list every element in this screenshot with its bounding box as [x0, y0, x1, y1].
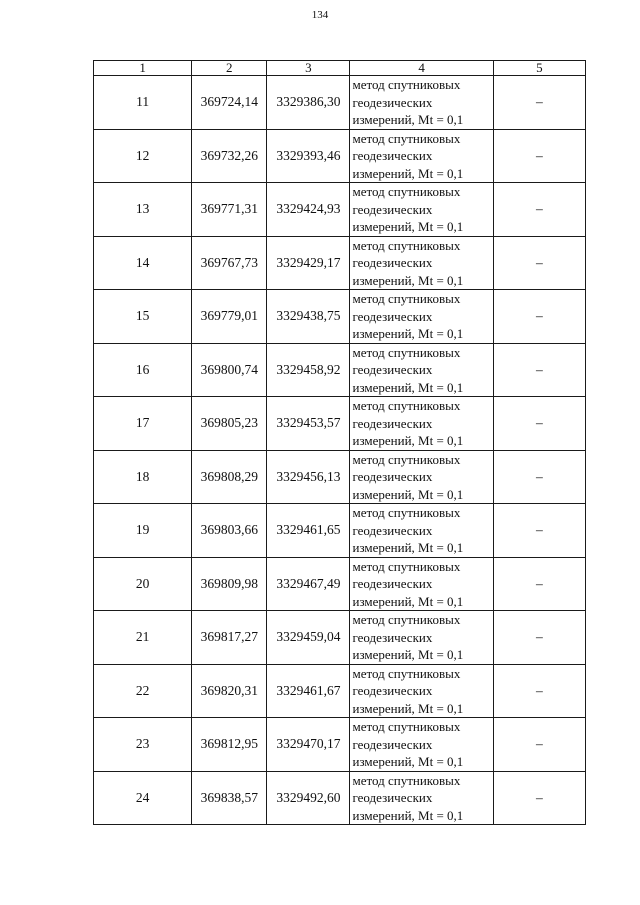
coordinate-y-cell: 3329461,67 — [267, 664, 350, 718]
method-line: геодезических — [352, 255, 433, 270]
table-row — [94, 611, 586, 665]
method-line: метод спутниковых — [352, 612, 461, 627]
coordinate-y-cell: 3329461,65 — [267, 504, 350, 558]
coordinate-y-cell: 3329456,13 — [267, 450, 350, 504]
method-line: метод спутниковых — [352, 505, 461, 520]
note-cell: – — [493, 664, 585, 718]
point-number-cell: 16 — [94, 343, 192, 397]
method-cell — [350, 129, 493, 183]
point-number-cell: 17 — [94, 397, 192, 451]
coordinates-table — [93, 60, 586, 825]
method-line: измерений, Mt = 0,1 — [352, 379, 464, 395]
method-line: измерений, Mt = 0,1 — [352, 754, 464, 769]
point-number-cell: 22 — [94, 664, 192, 718]
coordinate-x-cell: 369771,31 — [192, 183, 267, 237]
note-cell: – — [493, 557, 585, 611]
column-header-2: 2 — [192, 61, 267, 76]
coordinate-x-cell: 369803,66 — [192, 504, 267, 558]
table-row — [94, 343, 586, 397]
table-row — [94, 397, 586, 451]
method-line: метод спутниковых — [352, 719, 461, 734]
table-row — [94, 76, 586, 130]
table-row — [94, 450, 586, 504]
method-line: метод спутниковых — [352, 344, 461, 360]
method-line: геодезических — [352, 201, 433, 217]
table-row — [94, 664, 586, 718]
method-cell — [350, 290, 493, 344]
method-cell — [350, 397, 493, 451]
note-cell: – — [493, 504, 585, 558]
table-row — [94, 183, 586, 237]
method-cell — [350, 343, 493, 397]
point-number-cell: 19 — [94, 504, 192, 558]
coordinate-x-cell: 369805,23 — [192, 397, 267, 451]
coordinate-x-cell: 369800,74 — [192, 343, 267, 397]
note-cell: – — [493, 343, 585, 397]
method-line: метод спутниковых — [352, 665, 461, 681]
coordinate-x-cell: 369767,73 — [192, 236, 267, 290]
method-line: измерений, Mt = 0,1 — [352, 593, 464, 609]
point-number-cell: 13 — [94, 183, 192, 237]
point-number-cell: 11 — [94, 76, 192, 130]
table-row — [94, 718, 586, 772]
method-line: метод спутниковых — [352, 237, 461, 253]
coordinate-y-cell: 3329393,46 — [267, 129, 350, 183]
point-number-cell: 20 — [94, 557, 192, 611]
method-cell — [350, 450, 493, 504]
method-line: метод спутниковых — [352, 398, 461, 413]
method-line: геодезических — [352, 148, 433, 163]
method-cell — [350, 611, 493, 665]
method-line: геодезических — [352, 522, 433, 538]
coordinate-x-cell: 369779,01 — [192, 290, 267, 344]
coordinate-x-cell: 369809,98 — [192, 557, 267, 611]
point-number-cell: 23 — [94, 718, 192, 772]
coordinate-y-cell: 3329467,49 — [267, 557, 350, 611]
coordinate-y-cell: 3329438,75 — [267, 290, 350, 344]
coordinate-x-cell: 369732,26 — [192, 129, 267, 183]
method-line: геодезических — [352, 415, 433, 431]
coordinate-y-cell: 3329492,60 — [267, 771, 350, 825]
note-cell: – — [493, 771, 585, 825]
table-row — [94, 236, 586, 290]
method-cell — [350, 718, 493, 772]
method-cell — [350, 771, 493, 825]
column-header-3: 3 — [267, 61, 350, 76]
coordinate-y-cell: 3329453,57 — [267, 397, 350, 451]
coordinate-x-cell: 369812,95 — [192, 718, 267, 772]
method-line: измерений, Mt = 0,1 — [352, 326, 464, 341]
column-header-5: 5 — [493, 61, 585, 76]
coordinate-x-cell: 369820,31 — [192, 664, 267, 718]
coordinate-y-cell: 3329470,17 — [267, 718, 350, 772]
point-number-cell: 12 — [94, 129, 192, 183]
method-line: геодезических — [352, 94, 433, 110]
note-cell: – — [493, 76, 585, 130]
table-row — [94, 129, 586, 183]
method-line: измерений, Mt = 0,1 — [352, 112, 464, 127]
note-cell: – — [493, 397, 585, 451]
method-line: геодезических — [352, 308, 433, 324]
method-line: метод спутниковых — [352, 451, 461, 467]
coordinate-y-cell: 3329458,92 — [267, 343, 350, 397]
point-number-cell: 14 — [94, 236, 192, 290]
method-line: геодезических — [352, 629, 433, 645]
method-line: измерений, Mt = 0,1 — [352, 486, 464, 502]
coordinate-y-cell: 3329459,04 — [267, 611, 350, 665]
method-cell — [350, 664, 493, 718]
page-number: 134 — [311, 9, 329, 21]
method-line: метод спутниковых — [352, 772, 461, 788]
table-row — [94, 771, 586, 825]
table-header-row — [94, 61, 586, 76]
note-cell: – — [493, 450, 585, 504]
table-row — [94, 557, 586, 611]
method-line: геодезических — [352, 683, 433, 698]
coordinate-y-cell: 3329386,30 — [267, 76, 350, 130]
method-line: метод спутниковых — [352, 130, 461, 146]
coordinate-x-cell: 369838,57 — [192, 771, 267, 825]
method-line: метод спутниковых — [352, 77, 461, 92]
coordinate-x-cell: 369724,14 — [192, 76, 267, 130]
coordinate-y-cell: 3329429,17 — [267, 236, 350, 290]
method-cell — [350, 557, 493, 611]
table-row — [94, 290, 586, 344]
method-line: измерений, Mt = 0,1 — [352, 700, 464, 716]
table-body — [94, 76, 586, 825]
table-row — [94, 504, 586, 558]
point-number-cell: 24 — [94, 771, 192, 825]
method-line: измерений, Mt = 0,1 — [352, 165, 464, 181]
method-line: геодезических — [352, 362, 433, 377]
method-cell — [350, 183, 493, 237]
note-cell: – — [493, 611, 585, 665]
method-cell — [350, 236, 493, 290]
method-line: измерений, Mt = 0,1 — [352, 807, 464, 823]
method-line: метод спутниковых — [352, 291, 461, 306]
method-line: измерений, Mt = 0,1 — [352, 540, 464, 555]
method-line: геодезических — [352, 736, 433, 752]
method-line: метод спутниковых — [352, 184, 461, 199]
method-line: измерений, Mt = 0,1 — [352, 647, 464, 662]
method-line: геодезических — [352, 790, 433, 805]
coordinate-y-cell: 3329424,93 — [267, 183, 350, 237]
note-cell: – — [493, 290, 585, 344]
method-line: измерений, Mt = 0,1 — [352, 433, 464, 448]
method-line: геодезических — [352, 469, 433, 484]
note-cell: – — [493, 236, 585, 290]
column-header-1: 1 — [94, 61, 192, 76]
note-cell: – — [493, 183, 585, 237]
method-cell — [350, 504, 493, 558]
point-number-cell: 21 — [94, 611, 192, 665]
method-line: измерений, Mt = 0,1 — [352, 272, 464, 288]
point-number-cell: 18 — [94, 450, 192, 504]
note-cell: – — [493, 718, 585, 772]
coordinate-x-cell: 369817,27 — [192, 611, 267, 665]
point-number-cell: 15 — [94, 290, 192, 344]
column-header-4: 4 — [350, 61, 493, 76]
method-line: измерений, Mt = 0,1 — [352, 219, 464, 234]
coordinate-x-cell: 369808,29 — [192, 450, 267, 504]
note-cell: – — [493, 129, 585, 183]
method-line: метод спутниковых — [352, 558, 461, 574]
method-line: геодезических — [352, 576, 433, 591]
method-cell — [350, 76, 493, 130]
